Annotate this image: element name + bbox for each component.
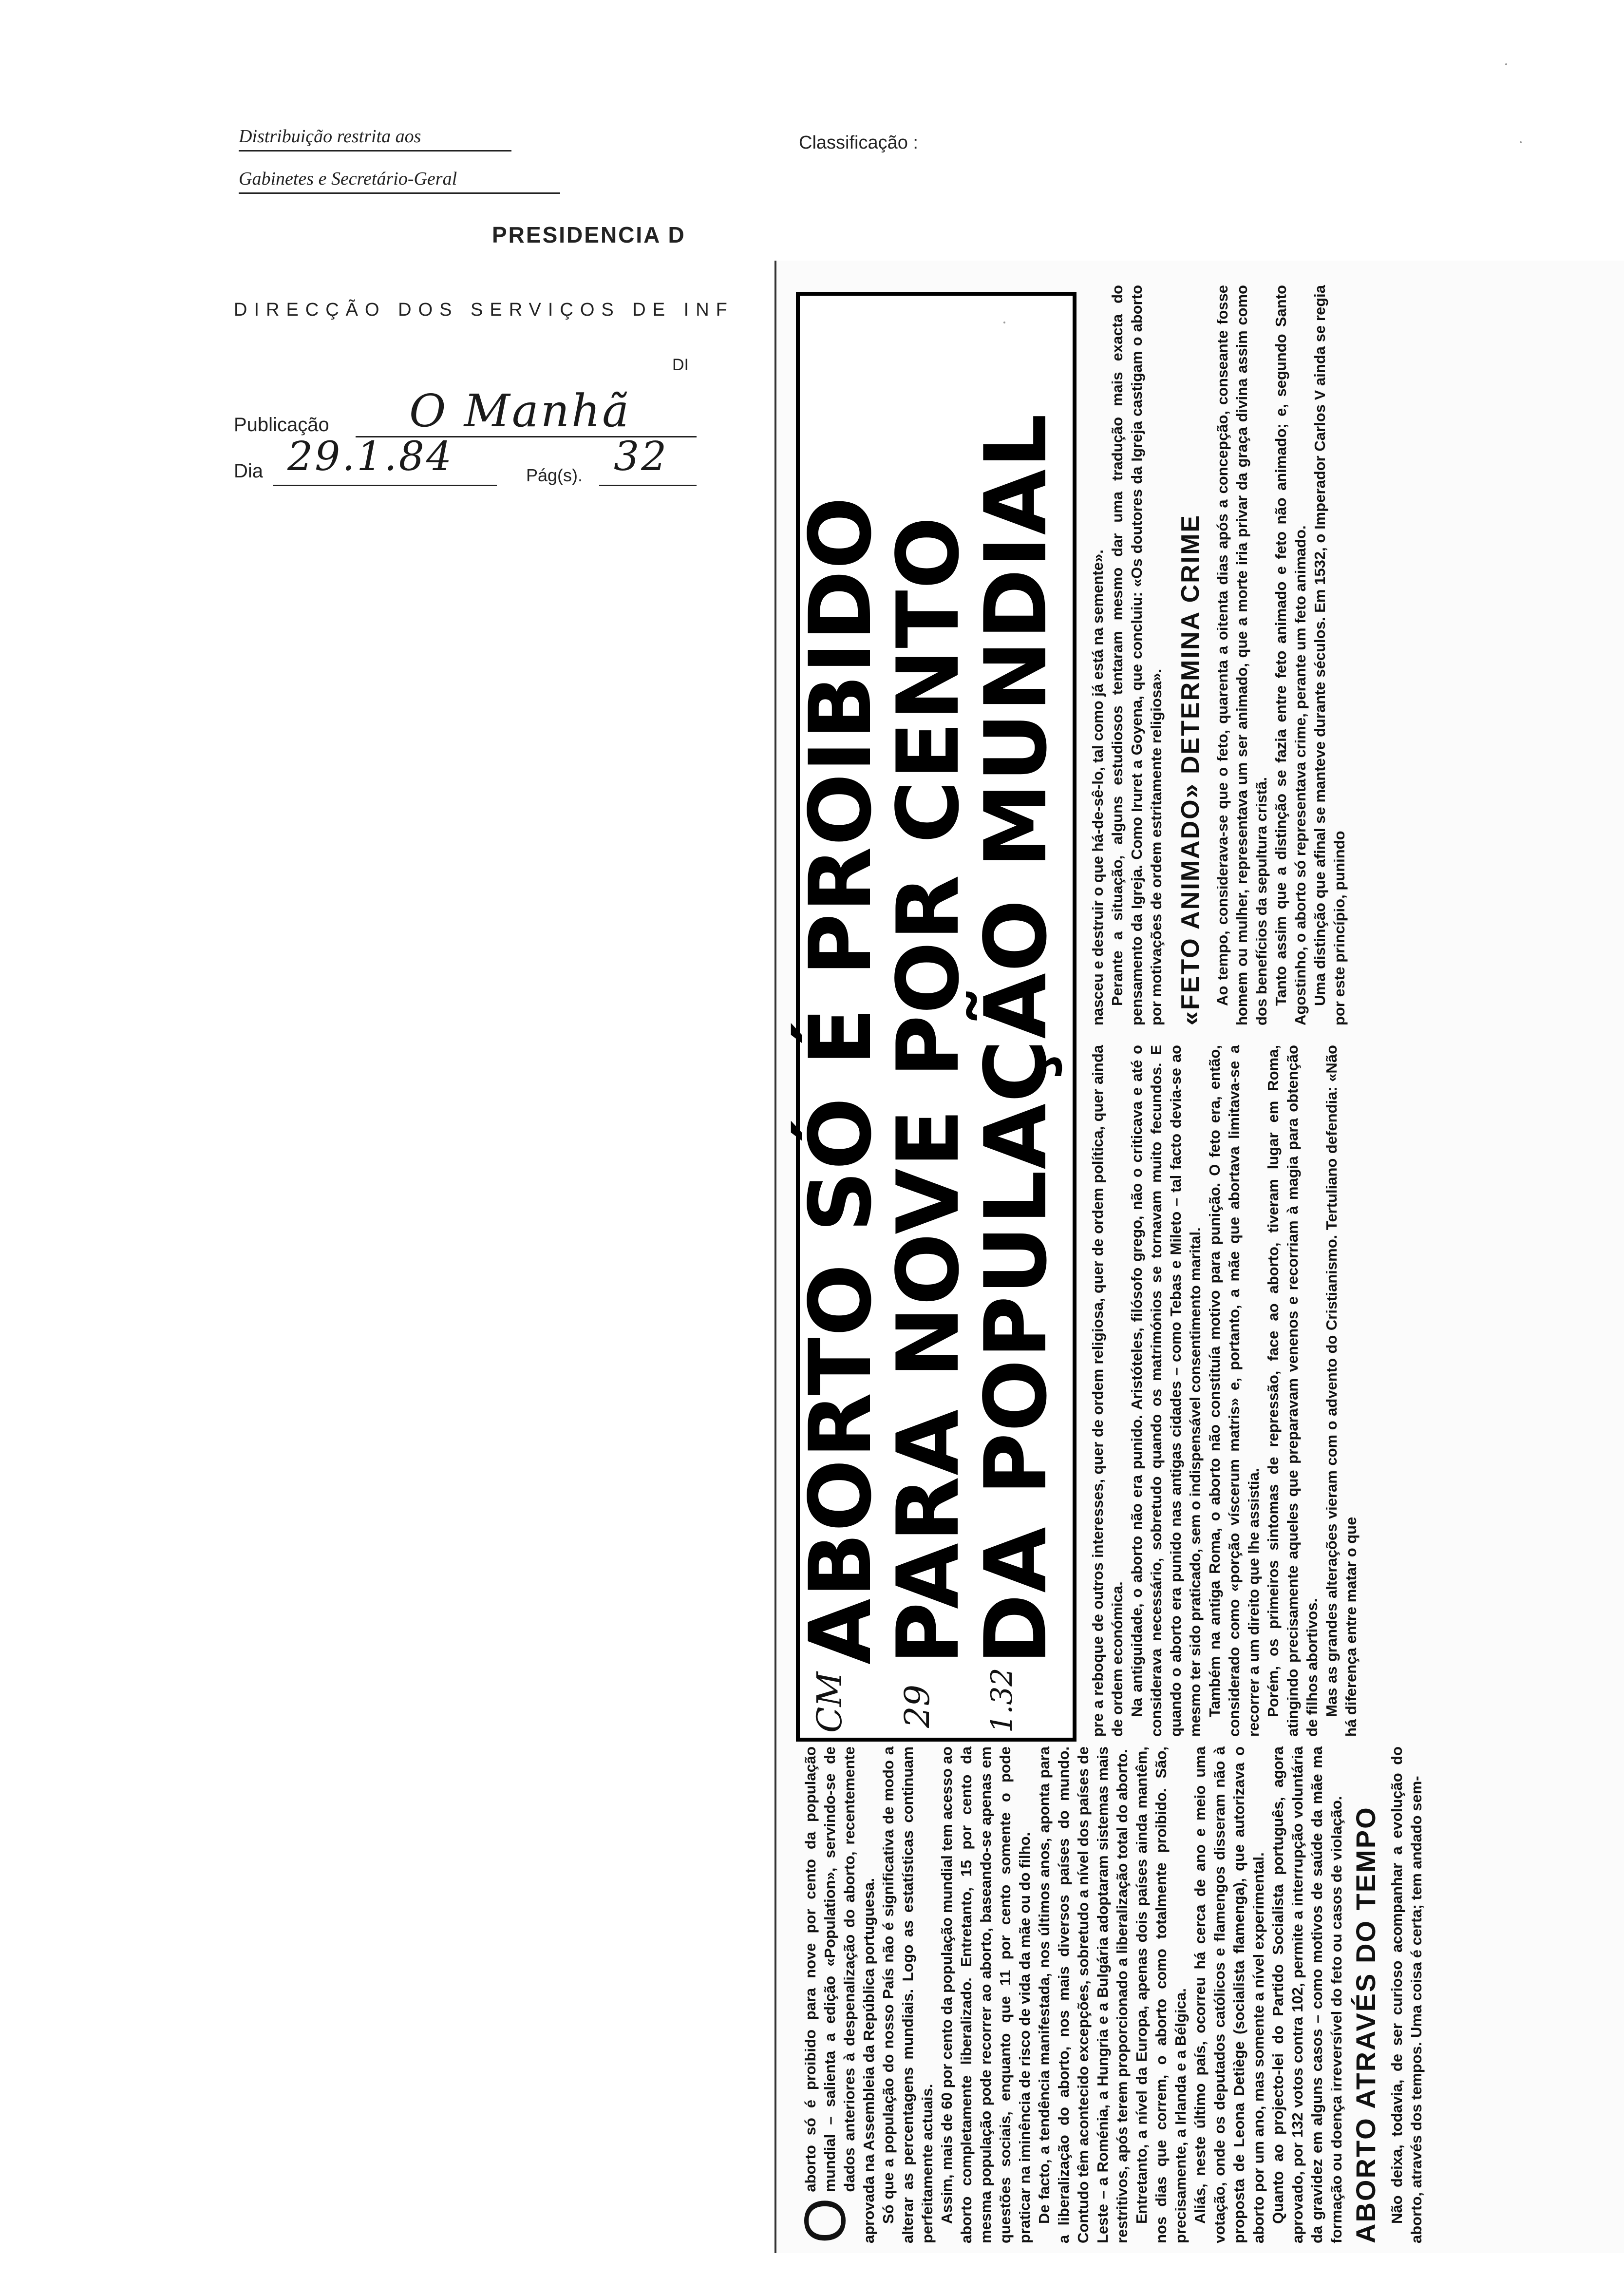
newspaper-clipping <box>774 261 1624 2253</box>
subhead-aborto-atraves-do-tempo: ABORTO ATRAVÉS DO TEMPO <box>1350 1806 1381 2243</box>
day-value: 29.1.84 <box>287 434 453 480</box>
article-column-1-continued <box>1351 1746 1614 2243</box>
paragraph: De facto, a tendência manifestada, nos últimos anos, aponta para a liberalização do aborto, nos mais diversos países do mundo. Contudo têm acontecido excepções, sobretudo a nível dos países de Leste – a Roménia, a Hungria e a Bulgária adoptaram sistemas mais restritivos, após terem proporcionado a liberalização total do aborto. <box>1036 1746 1131 2243</box>
classification-label: Classificação : <box>799 133 918 153</box>
presidency-heading: PRESIDENCIA D <box>492 222 686 247</box>
paragraph: nasceu e destruir o que há-de-sê-lo, tal como já está na semente». <box>1089 550 1106 1025</box>
divider <box>239 192 560 194</box>
handwritten-note: 1.32 <box>985 1668 1019 1733</box>
paragraph: Entretanto, a nível da Europa, apenas dois países ainda mantêm, nos dias que correm, o aborto como totalmente proibido. São, precisamente, a Irlanda e a Bélgica. <box>1133 1746 1189 2243</box>
paragraph: Mas as grandes alterações vieram com o advento do Cristianismo. Tertuliano defendia: «Não há diferença entre matar o que <box>1323 1045 1360 1737</box>
article-column-2 <box>1088 1045 1614 1737</box>
divider <box>599 485 697 486</box>
paragraph: Uma distinção que afinal se manteve durante séculos. Em 1532, o Imperador Carlos V ainda se regia por este princípio, punindo <box>1311 285 1348 1025</box>
headline-line-2: PARA NOVE POR CENTO <box>879 515 978 1665</box>
headline-line-3: DA POPULAÇÃO MUNDIAL <box>967 413 1066 1665</box>
paragraph: aborto só é proibido para nove por cento da população mundial – salienta a edição «Population», servindo-se de dados anteriores à despenalização do aborto, recentemente aprovada na Assembleia da República portuguesa. <box>802 1746 877 2243</box>
headline-box <box>792 292 1076 1742</box>
handwritten-note: CM <box>810 1671 850 1733</box>
drop-cap: O <box>793 2198 858 2243</box>
paragraph: Só que a população do nosso País não é significativa de modo a alterar as percentagens mundiais. Logo as estatísticas continuam perfeitamente actuais. <box>880 1746 936 2243</box>
scan-speck <box>1520 141 1522 143</box>
article-column-1 <box>793 1746 1345 2243</box>
pages-value: 32 <box>614 434 669 480</box>
scan-speck <box>1003 322 1005 323</box>
handwritten-note: 29 <box>897 1684 937 1728</box>
publication-label: Publicação <box>234 414 329 436</box>
paragraph: Também na antiga Roma, o aborto não constituía motivo para punição. O feto era, então, considerado como «porção víscerum matris» e, portanto, a mãe que abortava limitava-se a recorrer a um direito que lhe assistia. <box>1206 1045 1262 1737</box>
paragraph: Aliás, neste último país, ocorreu há cerca de ano e meio uma votação, onde os deputados católicos e flamengos disseram não à proposta de Leona Detiège (socialista flamenga), que autorizava o aborto por um ano, mas somente a nível experimental. <box>1191 1746 1267 2243</box>
pages-label: Pág(s). <box>526 465 583 485</box>
divider <box>239 150 511 152</box>
day-label: Dia <box>234 460 264 482</box>
paragraph: Ao tempo, considerava-se que o feto, quarenta a oitenta dias após a concepção, conseante fosse homem ou mulher, representava um ser animado, que a morte iria privar da graça divina assim como dos benefícios da sepultura cristã. <box>1214 285 1270 1025</box>
paragraph: Não deixa, todavia, de ser curioso acompanhar a evolução do aborto, através dos tempos. Uma coisa é certa; tem andado sem- <box>1388 1746 1425 2243</box>
paragraph: Assim, mais de 60 por cento da população mundial tem acesso ao aborto completamente liberalizado. Entretanto, 15 por cento da mesma população pode recorrer ao aborto, baseando-se apenas em questões sociais, enquanto que 11 por cento somente o pode praticar na iminência de risco de vida da mãe ou do filho. <box>938 1746 1033 2243</box>
directorate-heading: DIRECÇÃO DOS SERVIÇOS DE INF <box>234 300 734 320</box>
paragraph: Perante a situação, alguns estudiosos tentaram mesmo dar uma tradução mais exacta do pensamento da Igreja. Como Iruret a Goyena, que concluiu: «Os doutores da Igreja castigam o aborto por motivações de ordem estritamente religiosa». <box>1109 285 1165 1025</box>
headline-line-1: ABORTO SÓ É PROIBIDO <box>792 495 890 1665</box>
distribution-line-2: Gabinetes e Secretário-Geral <box>239 169 457 189</box>
paragraph: Tanto assim que a distinção se fazia entre feto animado e feto não animado; e, segundo Santo Agostinho, o aborto só representava crime, perante um feto animado. <box>1272 285 1309 1025</box>
directorate-continuation: DI <box>672 356 689 374</box>
paragraph: Porém, os primeiros sintomas de repressão, face ao aborto, tiveram lugar em Roma, atingindo precisamente aqueles que preparavam venenos e recorriam à magia para obtenção de filhos abortivos. <box>1265 1045 1321 1737</box>
paragraph: Quanto ao projecto-lei do Partido Socialista português, agora aprovado, por 132 votos contra 102, permite a interrupção voluntária da gravidez em alguns casos – como motivos de saúde da mãe ma formação ou doença irreversível do feto ou casos de violação. <box>1269 1746 1345 2243</box>
scan-speck <box>1505 63 1507 65</box>
paragraph: Na antiguidade, o aborto não era punido. Aristóteles, filósofo grego, não o criticava e até o considerava necessário, sobretudo quando os matrimónios se tornavam muito fecundos. E quando o aborto era punido nas antigas cidades – como Tebas e Mileto – tal facto devia-se ao mesmo ter sido praticado, sem o indispensável consentimento marital. <box>1128 1045 1204 1737</box>
divider <box>273 485 497 486</box>
publication-value: O Manhã <box>409 385 631 437</box>
paragraph: pre a reboque de outros interesses, quer de ordem religiosa, quer de ordem política, quer ainda de ordem económica. <box>1089 1045 1126 1737</box>
subhead-feto-animado: «FETO ANIMADO» DETERMINA CRIME <box>1176 513 1205 1025</box>
article-column-3 <box>1088 285 1614 1025</box>
distribution-line-1: Distribuição restrita aos <box>239 126 421 147</box>
